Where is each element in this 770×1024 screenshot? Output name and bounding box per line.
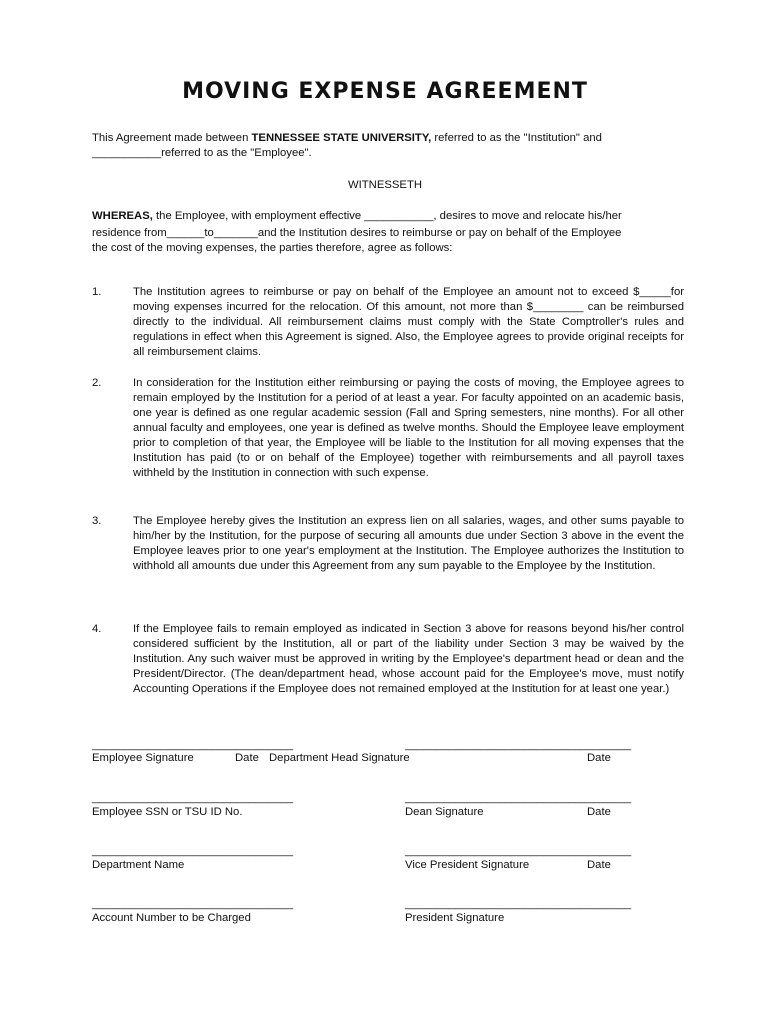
section-4-number: 4.	[92, 623, 102, 635]
signature-line: ____________________________________	[405, 739, 632, 751]
department-head-signature-label: Department Head Signature	[269, 752, 410, 764]
whereas-line-2: residence from______to_______and the Institution desires to reimburse or pay on behalf of the Employee	[92, 227, 622, 239]
signature-line: ____________________________________	[405, 845, 632, 857]
department-name-label: Department Name	[92, 859, 185, 871]
signature-line: ____________________________________	[405, 898, 632, 910]
intro-text: This Agreement made between	[92, 132, 252, 144]
dean-signature-label: Dean Signature	[405, 806, 484, 818]
vice-president-signature-label: Vice President Signature	[405, 859, 530, 871]
signature-line: ________________________________	[92, 792, 294, 804]
whereas-label: WHEREAS,	[92, 210, 153, 222]
signature-line: ____________________________________	[405, 792, 632, 804]
intro-line-2: ___________referred to as the "Employee".	[92, 147, 312, 159]
section-3-text: The Employee hereby gives the Institution an express lien on all salaries, wages, and other sums payable to him/her by the Institution, for the purpose of securing all amounts due under Section 3 above in the event the Employee leaves prior to one year's employment at the Institution. The Employee authorizes the Institution to withhold all amounts due under this Agreement from any sum payable to the Employee by the Institution.	[133, 515, 684, 572]
section-4-text: If the Employee fails to remain employed as indicated in Section 3 above for reasons beyond his/her control considered sufficient by the Institution, all or part of the liability under Section 3 may be waived by the Institution. Any such waiver must be approved in writing by the Employee's department head or dean and the President/Director. (The dean/department head, whose account paid for the Employee's move, must notify Accounting Operations if the Employee does not remained employed at the Institution for at least one year.)	[133, 623, 684, 695]
section-2-number: 2.	[92, 377, 102, 389]
signature-line: ________________________________	[92, 739, 294, 751]
intro-line-1	[92, 131, 602, 146]
intro-text-continued: referred to as the "Institution" and	[431, 132, 602, 144]
section-1-text: The Institution agrees to reimburse or pay on behalf of the Employee an amount not to exceed $_____for moving expenses incurred for the relocation. Of this amount, not more than $________ can be reimbursed directly to the individual. All reimbursement claims must comply with the State Comptroller's rules and regulations in effect when this Agreement is signed. Also, the Employee agrees to provide original receipts for all reimbursement claims.	[133, 286, 684, 358]
whereas-text: the Employee, with employment effective ___________, desires to move and relocate his/her	[152, 210, 622, 222]
employee-signature-label: Employee Signature	[92, 752, 194, 764]
document-title: MOVING EXPENSE AGREEMENT	[182, 79, 588, 104]
whereas-line-3: the cost of the moving expenses, the parties therefore, agree as follows:	[92, 242, 453, 254]
section-3-number: 3.	[92, 515, 102, 527]
whereas-line-1	[92, 209, 622, 224]
date-label: Date	[587, 752, 611, 764]
date-label: Date	[587, 806, 611, 818]
section-2-text: In consideration for the Institution either reimbursing or paying the costs of moving, the Employee agrees to remain employed by the Institution for a period of at least a year. For faculty appointed on an academic basis, one year is defined as one regular academic session (Fall and Spring semesters, nine months). For all other annual faculty and employees, one year is defined as twelve months. Should the Employee leave employment prior to completion of that year, the Employee will be liable to the Institution for all moving expenses that the Institution has paid (to or on behalf of the Employee) together with reimbursements and all payroll taxes withheld by the Institution in connection with such expense.	[133, 377, 684, 479]
section-1-number: 1.	[92, 286, 102, 298]
account-number-label: Account Number to be Charged	[92, 912, 251, 924]
employee-ssn-label: Employee SSN or TSU ID No.	[92, 806, 243, 818]
date-label: Date	[235, 752, 259, 764]
witnesseth-heading: WITNESSETH	[347, 179, 423, 191]
president-signature-label: President Signature	[405, 912, 505, 924]
date-label: Date	[587, 859, 611, 871]
signature-line: ________________________________	[92, 845, 294, 857]
signature-line: ________________________________	[92, 898, 294, 910]
institution-name: TENNESSEE STATE UNIVERSITY,	[251, 132, 432, 144]
